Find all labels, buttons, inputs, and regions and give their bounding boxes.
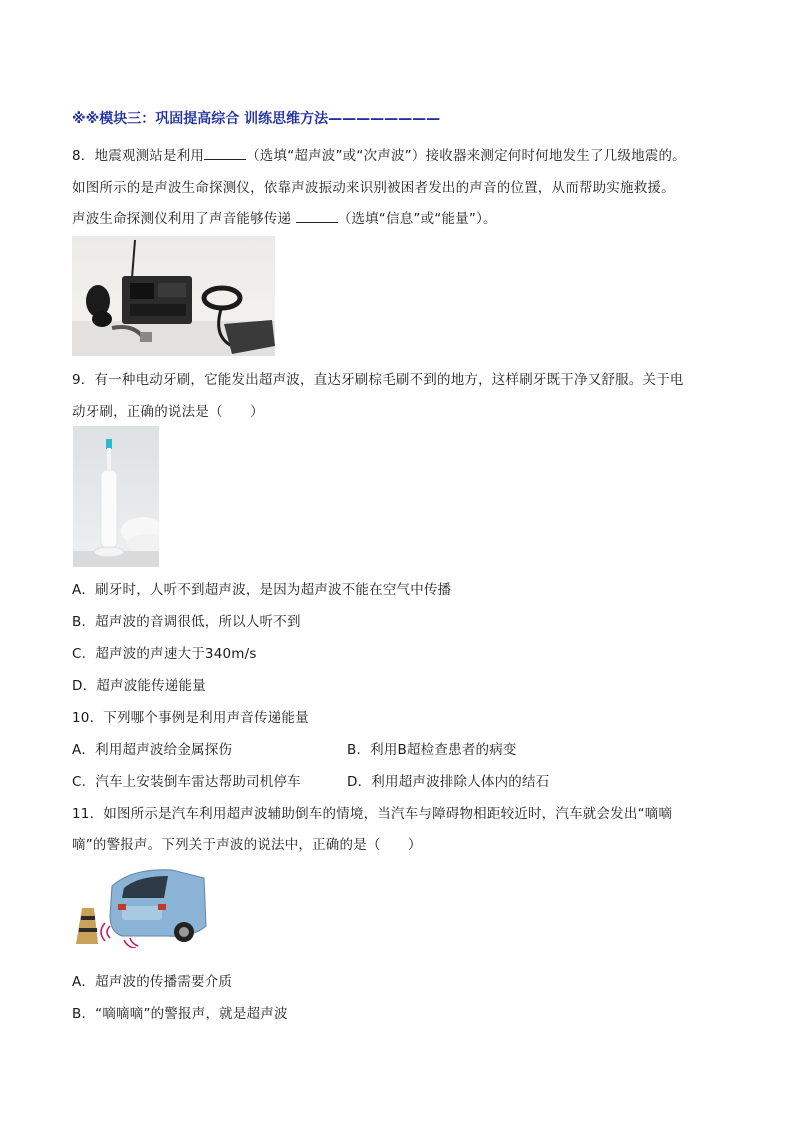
- q9-line-1: 9．有一种电动牙刷，它能发出超声波，直达牙刷棕毛刷不到的地方，这样刷牙既干净又舒服。关于电: [72, 372, 684, 388]
- q10-option-c[interactable]: C．汽车上安装倒车雷达帮助司机停车: [72, 774, 301, 790]
- q8-text-d: （选填“信息”或“能量”）。: [337, 211, 497, 227]
- q8-line-2: 如图所示的是声波生命探测仪，依靠声波振动来识别被困者发出的声音的位置，从而帮助实施救援。: [72, 180, 675, 196]
- toothbrush-figure: [73, 426, 159, 567]
- q8-text-a: 8．地震观测站是利用: [72, 148, 205, 164]
- reversing-car-figure: [72, 866, 208, 948]
- q11-option-b[interactable]: B．“嘀嘀嘀”的警报声，就是超声波: [72, 1006, 288, 1022]
- q8-text-b: （选填“超声波”或“次声波”）接收器来测定何时何地发生了几级地震的。: [246, 148, 686, 164]
- q10-stem: 10．下列哪个事例是利用声音传递能量: [72, 710, 309, 726]
- toothbrush-image: [73, 426, 159, 567]
- q8-blank-2[interactable]: [296, 210, 338, 223]
- q9-option-c[interactable]: C．超声波的声速大于340m/s: [72, 646, 257, 662]
- q8-line-1: [72, 144, 686, 164]
- q10-option-d[interactable]: D．利用超声波排除人体内的结石: [347, 774, 550, 790]
- q8-text-c: 声波生命探测仪利用了声音能够传递: [72, 211, 292, 227]
- q10-option-b[interactable]: B．利用B超检查患者的病变: [347, 742, 517, 758]
- section-title: ※※模块三：巩固提高综合 训练思维方法————————: [72, 111, 441, 127]
- q11-line-2: 嘀”的警报声。下列关于声波的说法中，正确的是（ ）: [72, 837, 422, 853]
- reversing-car-image: [72, 866, 208, 948]
- q9-option-a[interactable]: A．刷牙时，人听不到超声波，是因为超声波不能在空气中传播: [72, 582, 452, 598]
- q8-blank-1[interactable]: [204, 147, 246, 160]
- q11-option-a[interactable]: A．超声波的传播需要介质: [72, 974, 233, 990]
- q9-option-b[interactable]: B．超声波的音调很低，所以人听不到: [72, 614, 301, 630]
- q9-line-2: 动牙刷，正确的说法是（ ）: [72, 404, 264, 420]
- q11-line-1: 11．如图所示是汽车利用超声波辅助倒车的情境，当汽车与障碍物相距较近时，汽车就会发出“嘀嘀: [72, 806, 673, 822]
- life-detector-figure: [72, 236, 275, 356]
- life-detector-image: [72, 236, 275, 356]
- q8-line-3: [72, 207, 497, 227]
- q10-option-a[interactable]: A．利用超声波给金属探伤: [72, 742, 233, 758]
- q9-option-d[interactable]: D．超声波能传递能量: [72, 678, 206, 694]
